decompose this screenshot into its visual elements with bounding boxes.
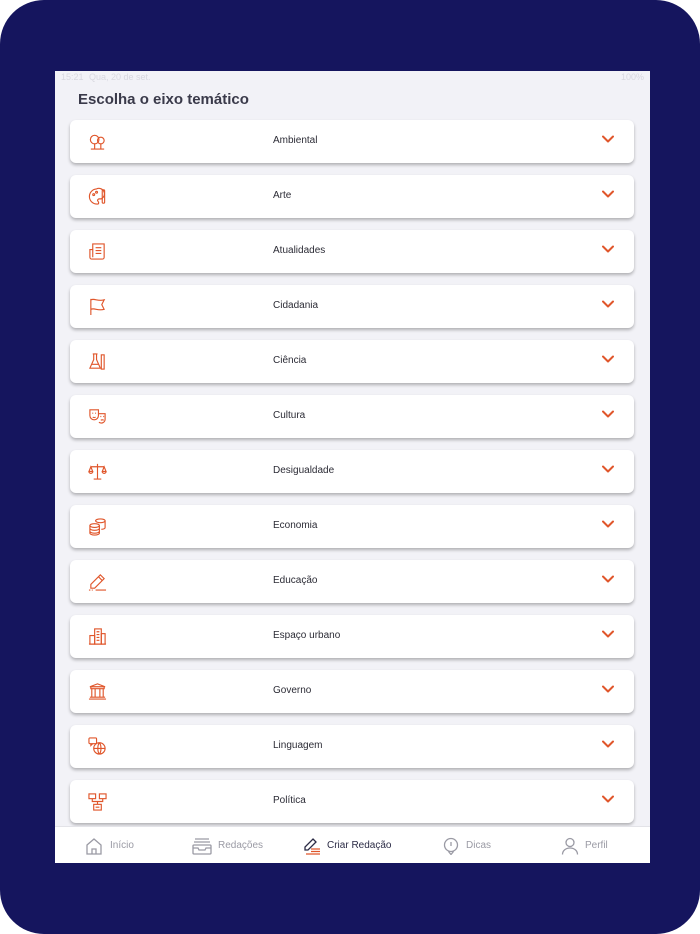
tab-inicio[interactable] [85, 827, 175, 863]
chevron-down-icon[interactable] [602, 190, 614, 199]
theme-label: Educação [273, 575, 318, 586]
app-screen [55, 71, 650, 863]
theme-label: Cultura [273, 410, 306, 421]
theme-list [70, 120, 634, 835]
tray-icon [192, 837, 212, 855]
chevron-down-icon[interactable] [602, 630, 614, 639]
battery-level: 100% [620, 72, 644, 82]
theme-item-politica[interactable] [70, 780, 634, 823]
scales-icon [88, 462, 107, 481]
theme-item-espaco-urbano[interactable] [70, 615, 634, 658]
chevron-down-icon[interactable] [602, 465, 614, 474]
tab-dicas[interactable] [442, 827, 522, 863]
tab-label: Perfil [585, 840, 608, 851]
user-icon [561, 837, 579, 855]
tab-label: Dicas [466, 840, 492, 851]
pen-lines-icon [302, 837, 322, 855]
home-icon [85, 837, 103, 855]
chevron-down-icon[interactable] [602, 245, 614, 254]
chevron-down-icon[interactable] [602, 520, 614, 529]
theme-item-ciencia[interactable] [70, 340, 634, 383]
theme-label: Desigualdade [273, 465, 335, 476]
page-title: Escolha o eixo temático [78, 91, 249, 108]
flask-icon [88, 352, 107, 371]
theater-masks-icon [88, 407, 107, 426]
tab-criar-redacao[interactable] [302, 827, 432, 863]
theme-item-desigualdade[interactable] [70, 450, 634, 493]
chevron-down-icon[interactable] [602, 795, 614, 804]
theme-item-governo[interactable] [70, 670, 634, 713]
chevron-down-icon[interactable] [602, 740, 614, 749]
theme-label: Economia [273, 520, 318, 531]
theme-label: Ciência [273, 355, 307, 366]
status-bar [55, 71, 650, 83]
newspaper-icon [88, 242, 107, 261]
chevron-down-icon[interactable] [602, 575, 614, 584]
theme-item-ambiental[interactable] [70, 120, 634, 163]
chevron-down-icon[interactable] [602, 355, 614, 364]
theme-item-cidadania[interactable] [70, 285, 634, 328]
pencil-icon [88, 572, 107, 591]
status-time: 15:21 [61, 72, 84, 82]
theme-label: Governo [273, 685, 312, 696]
theme-label: Atualidades [273, 245, 326, 256]
tab-label: Redações [218, 840, 264, 851]
government-building-icon [88, 682, 107, 701]
status-date: Qua, 20 de set. [89, 72, 151, 82]
tree-icon [88, 132, 107, 151]
tab-redacoes[interactable] [192, 827, 302, 863]
theme-label: Política [273, 795, 306, 806]
tab-perfil[interactable] [561, 827, 631, 863]
theme-label: Cidadania [273, 300, 319, 311]
coins-icon [88, 517, 107, 536]
bulb-icon [442, 837, 460, 855]
buildings-icon [88, 627, 107, 646]
chevron-down-icon[interactable] [602, 685, 614, 694]
theme-label: Espaço urbano [273, 630, 341, 641]
theme-item-arte[interactable] [70, 175, 634, 218]
chevron-down-icon[interactable] [602, 135, 614, 144]
theme-label: Linguagem [273, 740, 323, 751]
theme-item-economia[interactable] [70, 505, 634, 548]
tab-bar [55, 826, 650, 863]
tab-label: Criar Redação [327, 840, 392, 851]
theme-item-cultura[interactable] [70, 395, 634, 438]
theme-label: Arte [273, 190, 292, 201]
theme-item-atualidades[interactable] [70, 230, 634, 273]
theme-item-linguagem[interactable] [70, 725, 634, 768]
chevron-down-icon[interactable] [602, 410, 614, 419]
tab-label: Início [110, 840, 134, 851]
globe-chat-icon [88, 737, 107, 756]
chevron-down-icon[interactable] [602, 300, 614, 309]
theme-label: Ambiental [273, 135, 318, 146]
palette-icon [88, 187, 107, 206]
flag-icon [88, 297, 107, 316]
theme-item-educacao[interactable] [70, 560, 634, 603]
politics-icon [88, 792, 107, 811]
